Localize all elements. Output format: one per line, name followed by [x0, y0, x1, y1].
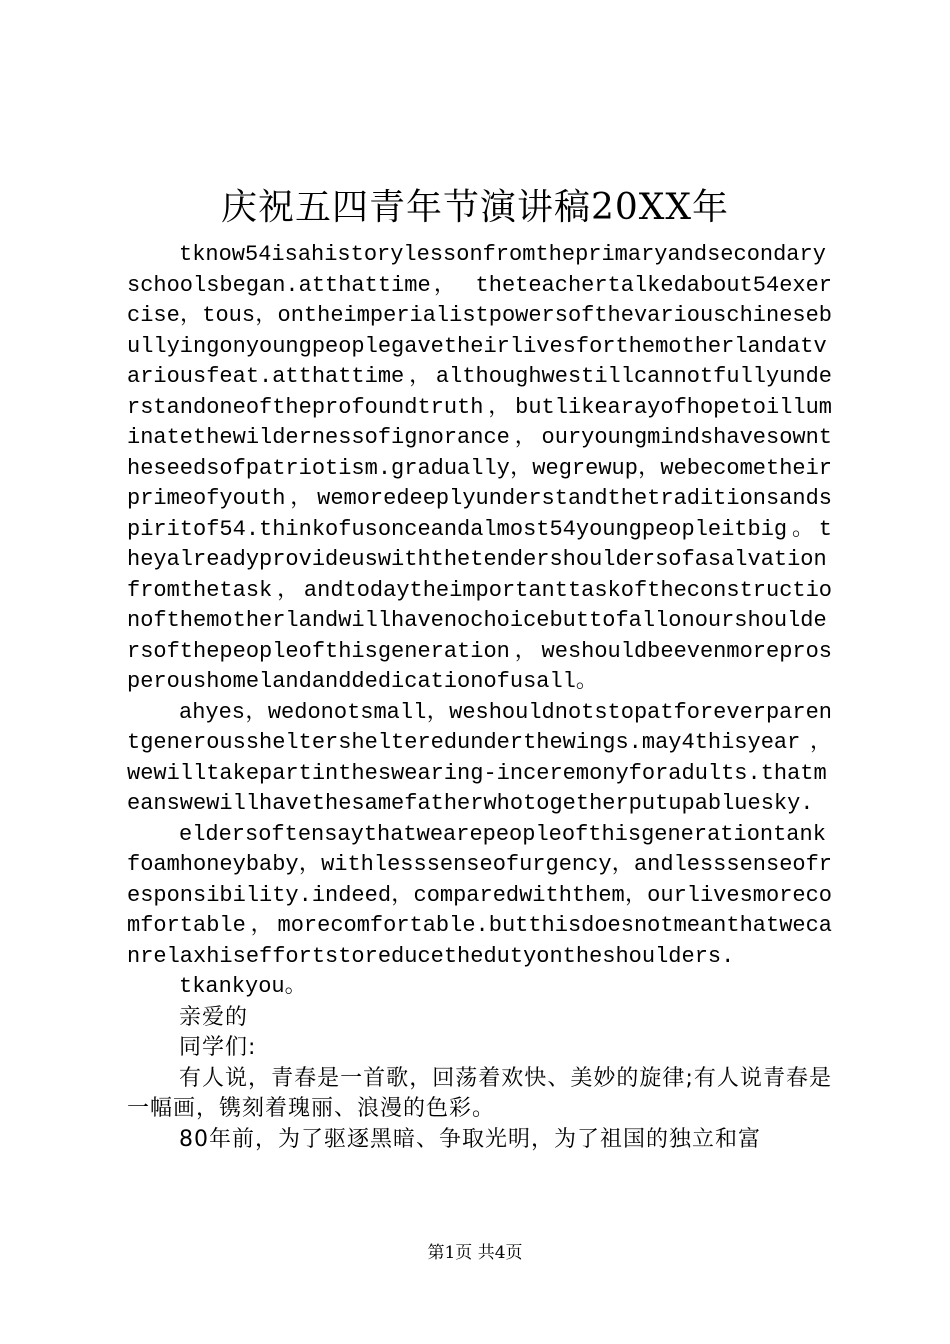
body-paragraph: ahyes，wedonotsmall，weshouldnotstopatforeverparentgeneroussheltershelteredunderthewings.may4thisyear，wewilltakepartintheswearing-inceremonyforadults.thatmeanswewillhavethesamefatherwhotogetherputupabluesky. — [127, 699, 832, 816]
body-paragraph: tkankyou。 — [179, 974, 307, 999]
document-title: 庆祝五四青年节演讲稿20XX年 — [220, 187, 730, 228]
body-paragraph: 亲爱的 — [179, 1004, 249, 1030]
document-body — [127, 240, 832, 1155]
body-paragraph: eldersoftensaythatwearepeopleofthisgenerationtankfoamhoneybaby，withlesssenseofurgency，andlesssenseofresponsibility.indeed，comparedwiththem，ourlivesmorecomfortable，morecomfortable.butthisdoesnotmeanthatwecanrelaxhiseffortstoreducethedutyontheshoulders. — [127, 821, 832, 969]
body-paragraph: tknow54isahistorylessonfromtheprimaryandsecondaryschoolsbegan.atthattime， theteachertalkedabout54exercise，tous，ontheimperialistpowersofthevariouschinesebullyingonyoungpeoplegavetheirlivesforthemotherlandatvariousfeat.atthattime，althoughwestillcannotfullyunderstandoneoftheprofoundtruth，butlikearayofhopetoilluminatethewildernessofignorance，ouryoungmindshavesowntheseedsofpatriotism.gradually，wegrewup，webecometheirprimeofyouth，wemoredeeplyunderstandthetraditionsandspiritof54.thinkofusonceandalmost54youngpeopleitbig。theyalreadyprovideuswiththetendershouldersofasalvationfromthetask，andtodaytheimportanttaskoftheconstructionofthemotherlandwillhavenochoicebuttofallonourshouldersofthepeopleofthisgeneration，weshouldbeevenmoreprosperoushomelandanddedicationofusall。 — [127, 242, 832, 694]
page-number-footer: 第1页 共4页 — [427, 1243, 523, 1263]
body-paragraph: 80年前，为了驱逐黑暗、争取光明，为了祖国的独立和富 — [179, 1126, 761, 1152]
body-paragraph: 有人说，青春是一首歌，回荡着欢快、美妙的旋律;有人说青春是一幅画，镌刻着瑰丽、浪漫的色彩。 — [127, 1065, 832, 1121]
body-paragraph: 同学们: — [179, 1035, 257, 1060]
